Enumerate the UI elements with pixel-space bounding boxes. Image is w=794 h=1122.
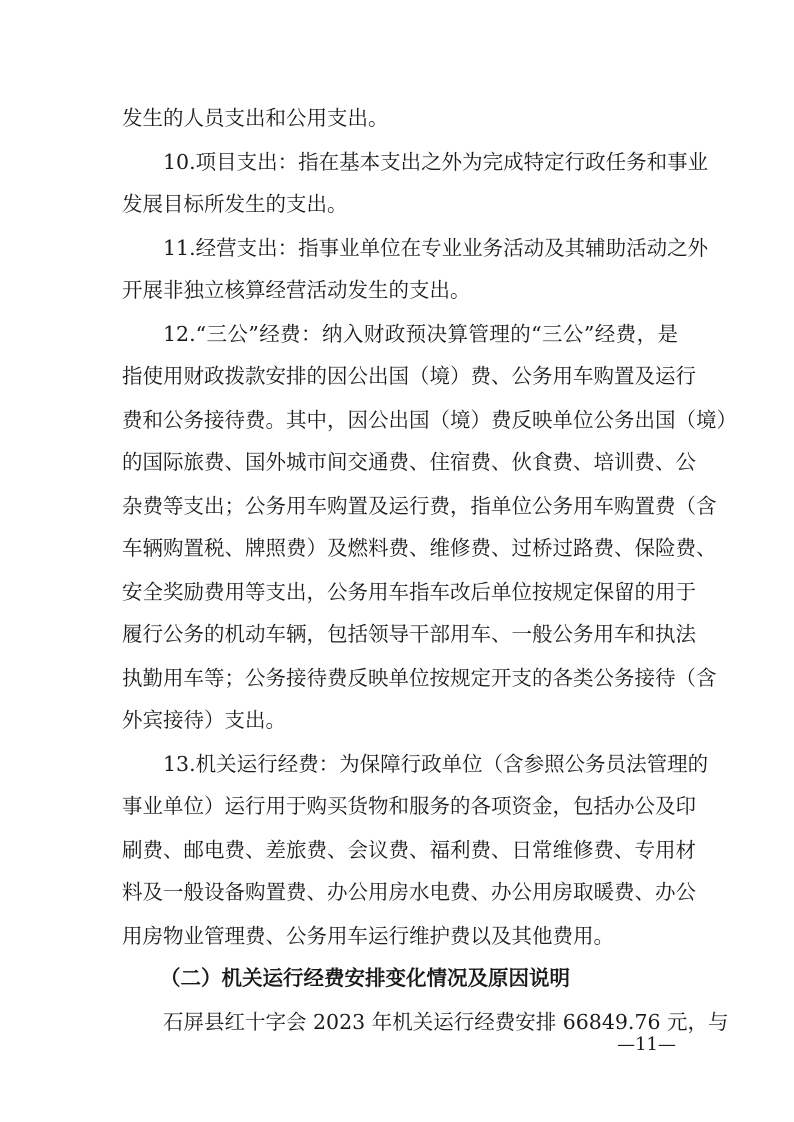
text-line: 指使用财政拨款安排的因公出国（境）费、公务用车购置及运行 [122, 364, 696, 388]
text-line: 10.项目支出：指在基本支出之外为完成特定行政任务和事业 [163, 150, 709, 174]
text-line: 履行公务的机动车辆，包括领导干部用车、一般公务用车和执法 [122, 622, 696, 646]
text-line: 12.“三公”经费：纳入财政预决算管理的“三公”经费，是 [163, 322, 678, 346]
text-line: 的国际旅费、国外城市间交通费、住宿费、伙食费、培训费、公 [122, 450, 696, 474]
text-line: 开展非独立核算经营活动发生的支出。 [122, 278, 471, 302]
text-line: 费和公务接待费。其中，因公出国（境）费反映单位公务出国（境） [122, 408, 737, 432]
section-heading: （二）机关运行经费安排变化情况及原因说明 [160, 966, 570, 990]
text-line: 发展目标所发生的支出。 [122, 192, 348, 216]
text-line: 杂费等支出；公务用车购置及运行费，指单位公务用车购置费（含 [122, 494, 717, 518]
text-line: 用房物业管理费、公务用车运行维护费以及其他费用。 [122, 924, 614, 948]
text-line: 车辆购置税、牌照费）及燃料费、维修费、过桥过路费、保险费、 [122, 536, 717, 560]
text-line: 发生的人员支出和公用支出。 [122, 106, 389, 130]
text-line: 执勤用车等；公务接待费反映单位按规定开支的各类公务接待（含 [122, 666, 717, 690]
text-line: 安全奖励费用等支出，公务用车指车改后单位按规定保留的用于 [122, 580, 696, 604]
text-line: 石屏县红十字会 2023 年机关运行经费安排 66849.76 元，与 [163, 1010, 729, 1034]
text-line: 刷费、邮电费、差旅费、会议费、福利费、日常维修费、专用材 [122, 838, 696, 862]
text-line: 料及一般设备购置费、办公用房水电费、办公用房取暖费、办公 [122, 880, 696, 904]
text-line: 事业单位）运行用于购买货物和服务的各项资金，包括办公及印 [122, 794, 696, 818]
text-line: 外宾接待）支出。 [122, 708, 286, 732]
text-line: 11.经营支出：指事业单位在专业业务活动及其辅助活动之外 [163, 236, 709, 260]
page-number: —11— [617, 1034, 676, 1055]
text-line: 13.机关运行经费：为保障行政单位（含参照公务员法管理的 [163, 752, 709, 776]
